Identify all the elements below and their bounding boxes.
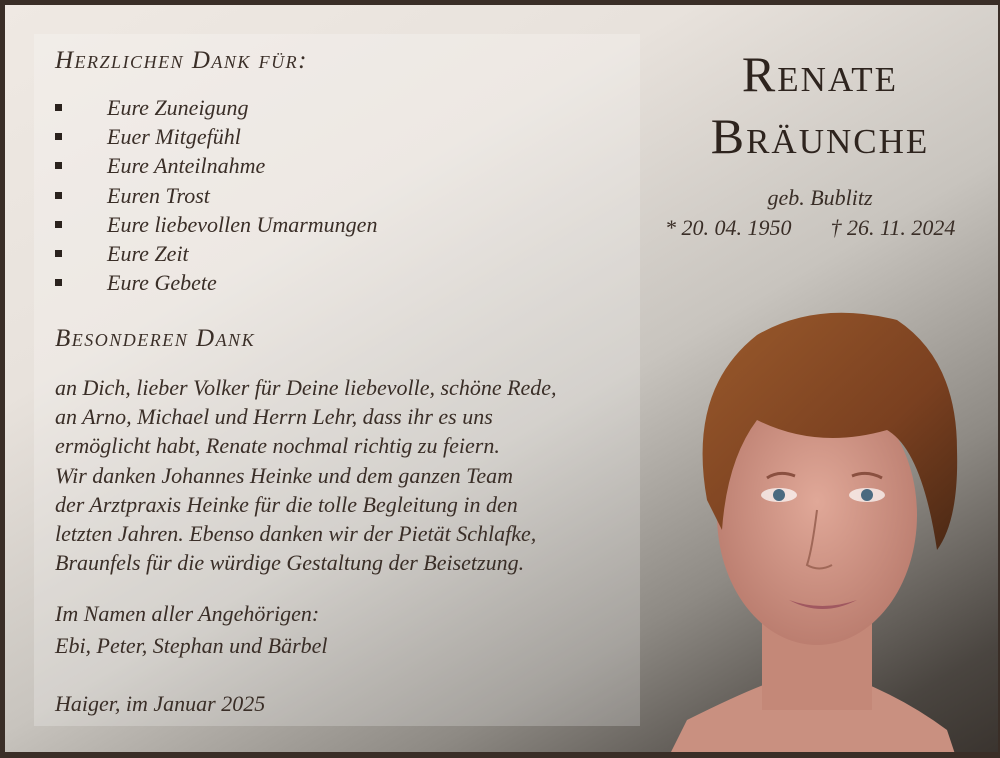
text-line: letzten Jahren. Ebenso danken wir der Pietät Schlafke, (55, 521, 537, 547)
bullet-icon (55, 133, 62, 140)
maiden-name: geb. Bublitz (767, 185, 873, 210)
thanks-list (55, 93, 377, 297)
text-line: an Dich, lieber Volker für Deine liebevolle, schöne Rede, (55, 375, 557, 400)
text-line: der Arztpraxis Heinke für die tolle Begleitung in den (55, 491, 518, 517)
list-item: Eure Zuneigung (55, 93, 377, 122)
birth-date: * 20. 04. 1950 (665, 215, 792, 240)
text-line: ermöglicht habt, Renate nochmal richtig zu feiern. (55, 433, 500, 459)
bullet-icon (55, 279, 62, 286)
thanks-heading: Herzlichen Dank für: (55, 47, 308, 74)
list-item: Eure Anteilnahme (55, 151, 377, 180)
special-heading: Besonderen Dank (55, 325, 256, 352)
text-line: an Arno, Michael und Herrn Lehr, dass ihr es uns (55, 404, 493, 430)
text-line: Wir danken Johannes Heinke und dem ganzen Team (55, 462, 514, 488)
list-item: Eure liebevollen Umarmungen (55, 210, 377, 239)
text-line: Braunfels für die würdige Gestaltung der Beisetzung. (55, 550, 525, 576)
portrait-photo (667, 300, 967, 752)
bullet-icon (55, 250, 62, 257)
bullet-icon (55, 221, 62, 228)
list-item: Eure Zeit (55, 239, 377, 268)
signature-intro: Im Namen aller Angehörigen: (55, 601, 320, 626)
place-date: Haiger, im Januar 2025 (55, 691, 266, 716)
death-date: † 26. 11. 2024 (830, 215, 956, 240)
bullet-icon (55, 104, 62, 111)
last-name: Bräunche (710, 108, 930, 164)
life-dates (665, 215, 955, 241)
list-item: Euren Trost (55, 181, 377, 210)
first-name: Renate (741, 46, 899, 102)
bullet-icon (55, 162, 62, 169)
list-item: Eure Gebete (55, 268, 377, 297)
special-thanks-text (55, 373, 635, 577)
signature-names: Ebi, Peter, Stephan und Bärbel (55, 633, 328, 658)
bullet-icon (55, 192, 62, 199)
list-item: Euer Mitgefühl (55, 122, 377, 151)
obituary-card (5, 5, 998, 752)
